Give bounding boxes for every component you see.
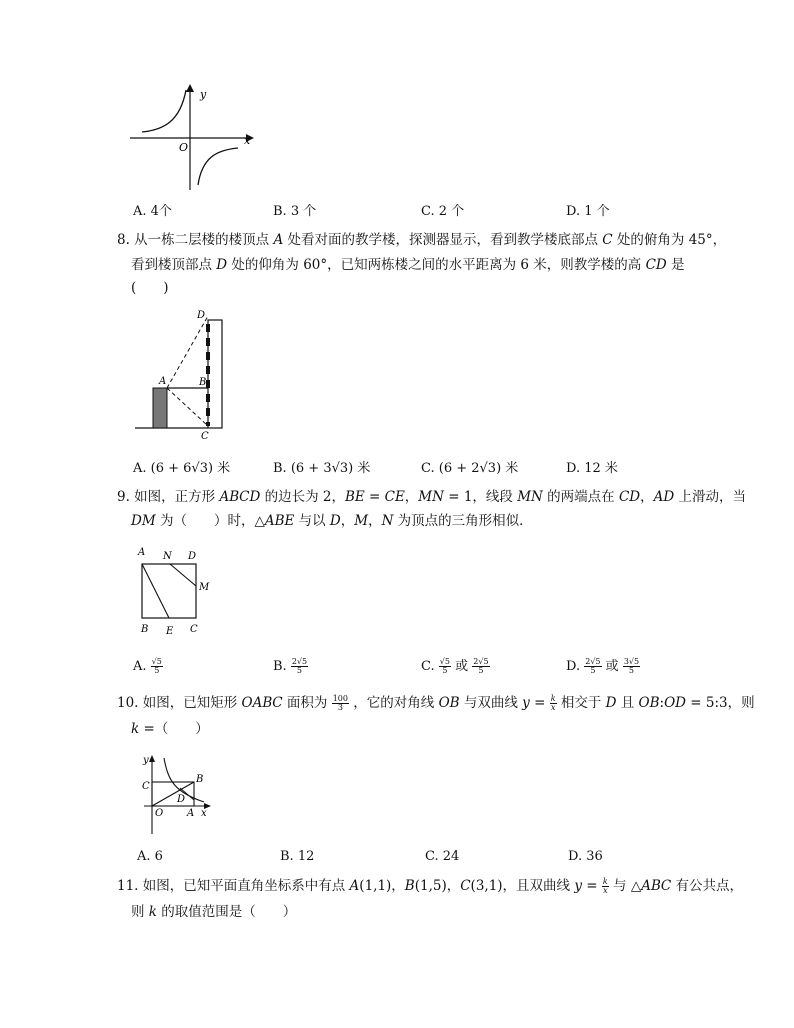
q10-option-a: A. 6 — [137, 849, 163, 864]
q10-text-part2: ，它的对角线 𝑂𝐵 与双曲线 𝑦 = — [353, 695, 546, 711]
axis-x-label: x — [244, 134, 251, 147]
point-a-label: A — [159, 376, 167, 387]
q9-stem-line1: 9. 如图，正方形 𝐴𝐵𝐶𝐷 的边长为 2，𝐵𝐸 = 𝐶𝐸，𝑀𝑁 = 1，线段 𝑀𝑁 的两端点在 𝐶𝐷，𝐴𝐷 上滑动，当 — [117, 489, 746, 505]
q10-text-part3: 相交于 𝐷 且 𝑂𝐵:𝑂𝐷 = 5:3，则 — [560, 695, 755, 711]
q8-stem-line1: 8. 从一栋二层楼的楼顶点 𝐴 处看对面的教学楼，探测器显示，看到教学楼底部点 𝐶 处的俯角为 45°， — [117, 232, 727, 248]
q8-option-c: C. (6 + 2√3) 米 — [421, 461, 519, 476]
point-d-label: D — [188, 551, 197, 562]
point-b-label: B — [141, 624, 149, 635]
point-a-label: A — [138, 547, 146, 558]
q10-option-d: D. 36 — [568, 849, 603, 864]
point-n-label: N — [163, 551, 172, 562]
origin-label: O — [155, 808, 164, 819]
q9-stem-line2: 𝐷𝑀 为（ ）时，△𝐴𝐵𝐸 与以 𝐷，𝑀，𝑁 为顶点的三角形相似． — [131, 513, 533, 529]
option-a-fraction: $\frac{√5}{5}$ — [151, 657, 162, 675]
q10-text-part1: 10. 如图，已知矩形 𝑂𝐴𝐵𝐶 面积为 — [117, 695, 328, 711]
option-c-fraction-2: $\frac{2√5}{5}$ — [473, 657, 489, 675]
option-b-fraction: $\frac{2√5}{5}$ — [291, 657, 308, 675]
q11-text-part1: 11. 如图，已知平面直角坐标系中有点 𝐴(1,1)，𝐵(1,5)，𝐶(3,1)，且双曲线 𝑦 = — [117, 878, 598, 894]
q9-square-figure — [136, 542, 216, 640]
q10-stem-line2: 𝑘 =（ ） — [131, 721, 209, 737]
q9-option-d — [566, 658, 640, 676]
q8-option-d: D. 12 米 — [566, 461, 618, 476]
q7-option-d: D. 1 个 — [566, 204, 610, 219]
axis-y-label: y — [143, 755, 149, 766]
point-e-label: E — [166, 626, 174, 637]
point-c-label: C — [142, 781, 150, 792]
q7-option-a: A. 4个 — [133, 204, 172, 219]
point-b-label: B — [196, 774, 204, 785]
q11-stem-line1 — [117, 877, 743, 895]
axis-x-label: x — [201, 808, 207, 819]
option-a-prefix: A. — [133, 659, 147, 674]
q9-option-b — [273, 658, 308, 676]
option-d-or: 或 — [605, 659, 619, 674]
point-m-label: M — [199, 582, 210, 593]
q11-text-part2: 与 △𝐴𝐵𝐶 有公共点， — [613, 878, 744, 894]
q10-stem-line1 — [117, 694, 755, 712]
q7-option-c: C. 2 个 — [421, 204, 465, 219]
axis-y-label: y — [200, 88, 207, 101]
q11-k-fraction: $\frac{k}{x}$ — [602, 877, 608, 895]
q10-option-c: C. 24 — [425, 849, 460, 864]
option-d-prefix: D. — [566, 659, 581, 674]
q8-buildings-figure — [133, 308, 233, 443]
point-a-label: A — [187, 808, 195, 819]
q7-option-b: B. 3 个 — [273, 204, 317, 219]
q10-option-b: B. 12 — [280, 849, 315, 864]
option-c-fraction-1: $\frac{√5}{5}$ — [439, 657, 450, 675]
origin-label: O — [179, 141, 189, 154]
option-c-or: 或 — [455, 659, 469, 674]
option-b-prefix: B. — [273, 659, 287, 674]
point-d-label: D — [197, 310, 206, 321]
q9-option-a — [133, 658, 163, 676]
option-c-prefix: C. — [421, 659, 435, 674]
point-d-label: D — [177, 794, 186, 805]
option-d-fraction-2: $\frac{3√5}{5}$ — [623, 657, 640, 675]
q8-option-b: B. (6 + 3√3) 米 — [273, 461, 371, 476]
point-c-label: C — [190, 624, 198, 635]
q8-stem-line3: ( ) — [131, 280, 169, 296]
q10-rectangle-hyperbola-figure — [140, 752, 220, 838]
point-b-label: B — [199, 377, 207, 388]
q9-option-c — [421, 658, 490, 676]
q11-stem-line2: 则 𝑘 的取值范围是（ ） — [131, 904, 297, 920]
q10-k-fraction: $\frac{k}{x}$ — [550, 694, 556, 712]
q8-option-a: A. (6 + 6√3) 米 — [133, 461, 231, 476]
q10-area-fraction: $\frac{100}{3}$ — [332, 694, 348, 712]
q7-hyperbola-graph — [128, 80, 258, 195]
option-d-fraction-1: $\frac{2√5}{5}$ — [585, 657, 601, 675]
q8-stem-line2: 看到楼顶部点 𝐷 处的仰角为 60°，已知两栋楼之间的水平距离为 6 米，则教学楼的高 𝐶𝐷 是 — [131, 257, 685, 273]
point-c-label: C — [201, 431, 209, 442]
